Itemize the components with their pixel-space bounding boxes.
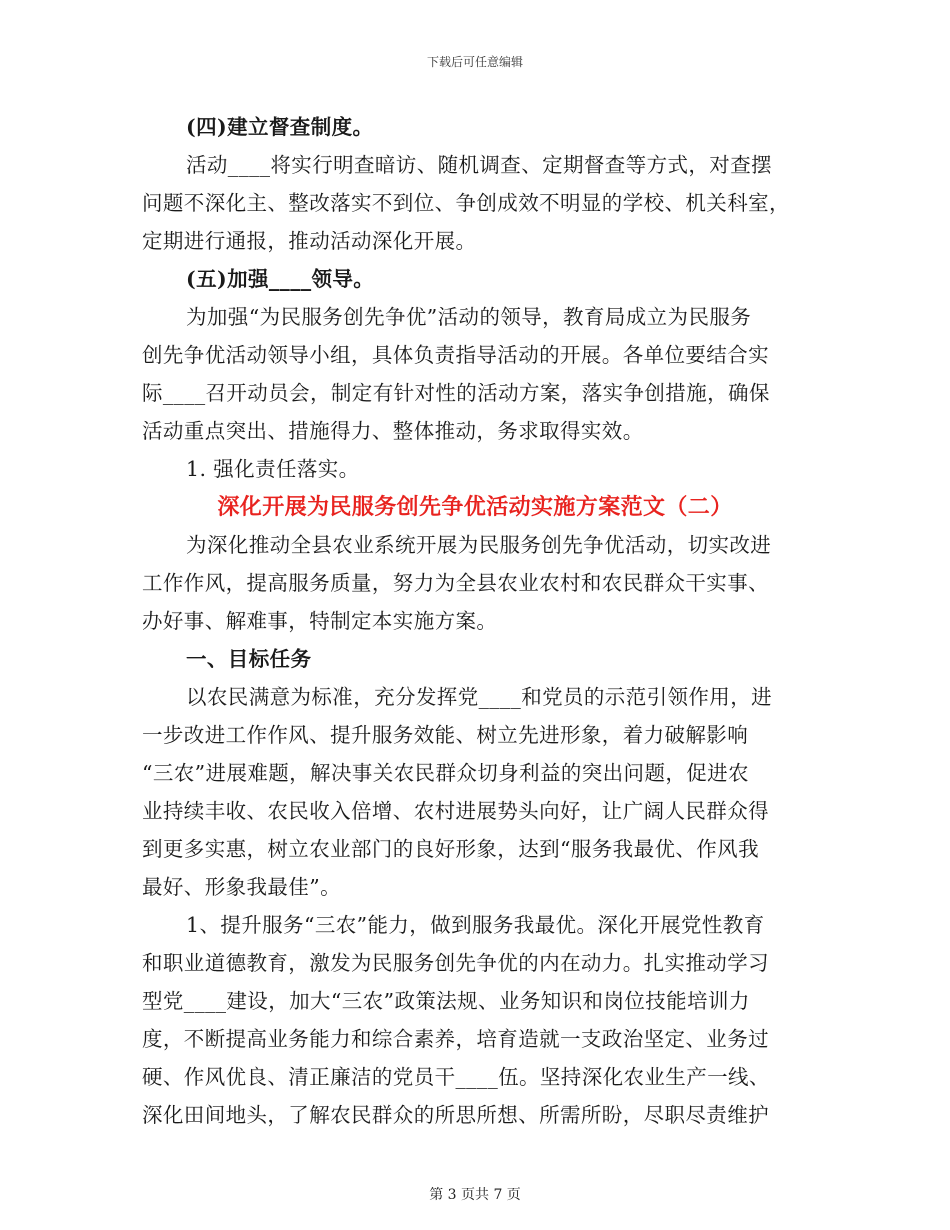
paragraph-line: 工作作风，提高服务质量，努力为全县农业农村和农民群众干实事、	[142, 571, 769, 595]
section-heading-goals: 一、目标任务	[186, 647, 312, 671]
paragraph-line: 深化田间地头，了解农民群众的所思所想、所需所盼，尽职尽责维护	[142, 1103, 769, 1127]
paragraph-line: 问题不深化主、整改落实不到位、争创成效不明显的学校、机关科室，	[142, 191, 790, 215]
paragraph-line: 为深化推动全县农业系统开展为民服务创先争优活动，切实改进	[186, 533, 772, 557]
paragraph-line: 最好、形象我最佳”。	[142, 875, 341, 899]
paragraph-line: 以农民满意为标准，充分发挥党____和党员的示范引领作用，进	[186, 685, 772, 709]
list-item: 1. 强化责任落实。	[186, 457, 360, 481]
paragraph-line: 活动____将实行明查暗访、随机调查、定期督查等方式，对查摆	[186, 153, 772, 177]
paragraph-line: 办好事、解难事，特制定本实施方案。	[142, 609, 498, 633]
paragraph-line: 一步改进工作作风、提升服务效能、树立先进形象，着力破解影响	[142, 723, 749, 747]
paragraph-line: 际____召开动员会，制定有针对性的活动方案，落实争创措施，确保	[142, 381, 770, 405]
page-footer: 第 3 页共 7 页	[429, 1187, 521, 1203]
paragraph-line: “三农”进展难题，解决事关农民群众切身利益的突出问题，促进农	[142, 761, 749, 785]
paragraph-line: 到更多实惠，树立农业部门的良好形象，达到“服务我最优、作风我	[142, 837, 759, 861]
section-heading-5: (五)加强____领导。	[186, 267, 375, 291]
section-heading-4: (四)建立督查制度。	[186, 115, 374, 139]
paragraph-line: 和职业道德教育，激发为民服务创先争优的内在动力。扎实推动学习	[142, 951, 769, 975]
paragraph-line: 定期进行通报，推动活动深化开展。	[142, 229, 477, 253]
paragraph-line: 度，不断提高业务能力和综合素养，培育造就一支政治坚定、业务过	[142, 1027, 769, 1051]
document-title: 深化开展为民服务创先争优活动实施方案范文（二）	[217, 494, 733, 520]
paragraph-line: 创先争优活动领导小组，具体负责指导活动的开展。各单位要结合实	[142, 343, 769, 367]
page-header: 下载后可任意编辑	[426, 55, 523, 69]
paragraph-line: 硬、作风优良、清正廉洁的党员干____伍。坚持深化农业生产一线、	[142, 1065, 770, 1089]
paragraph-line: 型党____建设，加大“三农”政策法规、业务知识和岗位技能培训力	[142, 989, 750, 1013]
paragraph-line: 1、提升服务“三农”能力，做到服务我最优。深化开展党性教育	[186, 913, 765, 937]
document-body	[142, 108, 808, 1134]
paragraph-line: 活动重点突出、措施得力、整体推动，务求取得实效。	[142, 419, 644, 443]
paragraph-line: 为加强“为民服务创先争优”活动的领导，教育局成立为民服务	[186, 305, 752, 329]
paragraph-line: 业持续丰收、农民收入倍增、农村进展势头向好，让广阔人民群众得	[142, 799, 769, 823]
